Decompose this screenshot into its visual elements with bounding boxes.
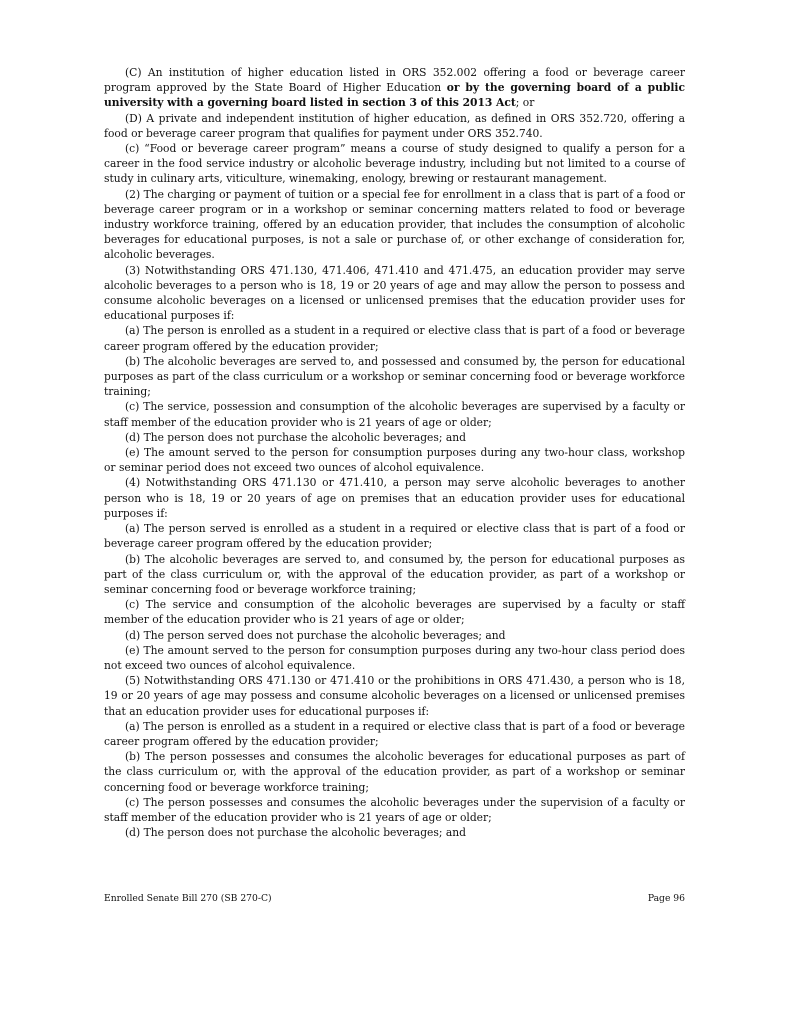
- paragraph-5-possession: (5) Notwithstanding ORS 471.130 or 471.410 or the prohibitions in ORS 471.430, a person who is 18, 19 or 20 years of age may possess and consume alcoholic beverages on a licensed or unlicensed premises that an education provider uses for educational purposes if:: [104, 674, 685, 718]
- paragraph-3-education-provider: (3) Notwithstanding ORS 471.130, 471.406, 471.410 and 471.475, an education provider may serve alcoholic beverages to a person who is 18, 19 or 20 years of age and may allow the person to possess and consume alcoholic beverages on a licensed or unlicensed premises that the education provider uses for educational purposes if:: [104, 263, 685, 323]
- paragraph-3e: (e) The amount served to the person for consumption purposes during any two-hour class, workshop or seminar period does not exceed two ounces of alcohol equivalence.: [104, 446, 685, 475]
- paragraph-5c: (c) The person possesses and consumes the alcoholic beverages under the supervision of a faculty or staff member of the education provider who is 21 years of age or older;: [104, 795, 685, 824]
- paragraph-text-end: ; or: [515, 96, 535, 110]
- paragraph-c-definition: (c) “Food or beverage career program” means a course of study designed to qualify a person for a career in the food service industry or alcoholic beverage industry, including but not limited to a course of study in culinary arts, viticulture, winemaking, enology, brewing or restaurant management.: [104, 142, 685, 186]
- paragraph-3c: (c) The service, possession and consumption of the alcoholic beverages are supervised by a faculty or staff member of the education provider who is 21 years of age or older;: [104, 400, 685, 429]
- paragraph-2-tuition: (2) The charging or payment of tuition or a special fee for enrollment in a class that is part of a food or beverage career program or in a workshop or seminar concerning matters related to food or beverage industry workforce training, offered by an education provider, that includes the consumption of alcoholic beverages for educational purposes, is not a sale or purchase of, or other exchange of consideration for, alcoholic beverages.: [104, 187, 685, 262]
- paragraph-3d: (d) The person does not purchase the alcoholic beverages; and: [125, 430, 466, 444]
- paragraph-text: (C) An institution of higher education listed in ORS 352.002 offering a food or beverage career program approved by the State Board of Higher Education: [104, 66, 685, 95]
- bill-title: Enrolled Senate Bill 270 (SB 270-C): [104, 893, 272, 904]
- paragraph-4e: (e) The amount served to the person for consumption purposes during any two-hour class period does not exceed two ounces of alcohol equivalence.: [104, 643, 685, 672]
- paragraph-4d: (d) The person served does not purchase the alcoholic beverages; and: [125, 628, 506, 642]
- paragraph-d-private-institution: (D) A private and independent institution of higher education, as defined in ORS 352.720, offering a food or beverage career program that qualifies for payment under ORS 352.740.: [104, 111, 685, 140]
- page-number: Page 96: [647, 893, 685, 904]
- paragraph-4c: (c) The service and consumption of the alcoholic beverages are supervised by a faculty or staff member of the education provider who is 21 years of age or older;: [104, 598, 685, 627]
- paragraph-c-institution: [104, 65, 685, 111]
- paragraph-4b: (b) The alcoholic beverages are served to, and consumed by, the person for educational purposes as part of the class curriculum or, with the approval of the education provider, as part of a workshop or seminar concerning food or beverage workforce training;: [104, 552, 685, 596]
- paragraph-5a: (a) The person is enrolled as a student in a required or elective class that is part of a food or beverage career program offered by the education provider;: [104, 719, 685, 748]
- paragraph-3a: (a) The person is enrolled as a student in a required or elective class that is part of a food or beverage career program offered by the education provider;: [104, 324, 685, 353]
- paragraph-4a: (a) The person served is enrolled as a student in a required or elective class that is part of a food or beverage career program offered by the education provider;: [104, 522, 685, 551]
- document-body: [104, 65, 685, 840]
- page-footer: [104, 893, 685, 904]
- amendment-bold-text: or by the governing board of a public university with a governing board listed in section 3 of this 2013 Act: [104, 81, 685, 110]
- paragraph-3b: (b) The alcoholic beverages are served to, and possessed and consumed by, the person for educational purposes as part of the class curriculum or a workshop or seminar concerning food or beverage workforce training;: [104, 354, 685, 399]
- paragraph-4-serving: (4) Notwithstanding ORS 471.130 or 471.410, a person may serve alcoholic beverages to another person who is 18, 19 or 20 years of age on premises that an education provider uses for educational purposes if:: [104, 476, 685, 520]
- paragraph-5d: (d) The person does not purchase the alcoholic beverages; and: [125, 826, 466, 840]
- paragraph-5b: (b) The person possesses and consumes the alcoholic beverages for educational purposes as part of the class curriculum or, with the approval of the education provider, as part of a workshop or seminar concerning food or beverage workforce training;: [104, 750, 685, 794]
